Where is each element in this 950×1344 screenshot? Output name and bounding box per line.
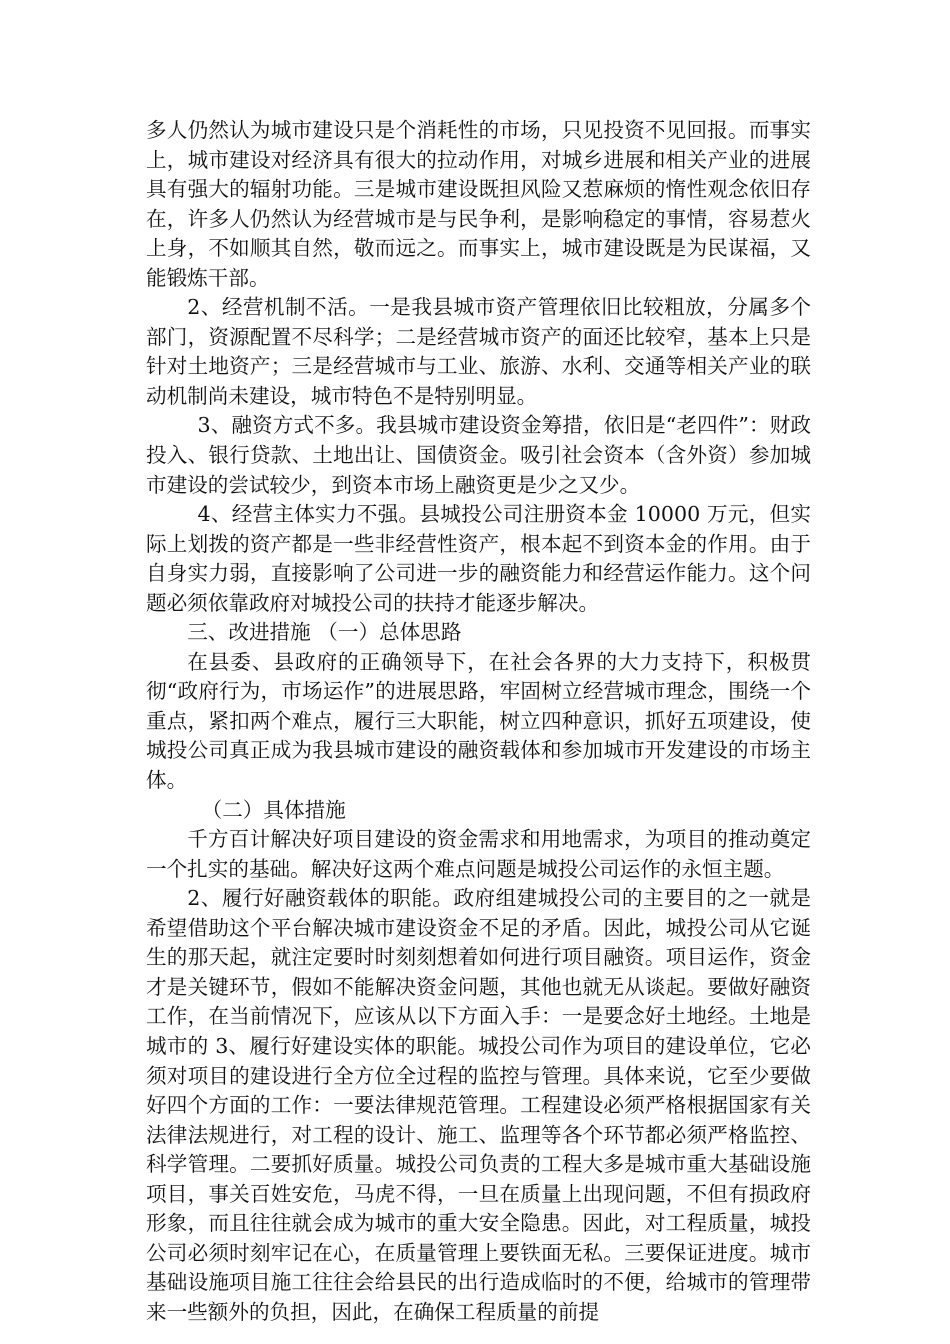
paragraph-operating-mechanism: 2、经营机制不活。一是我县城市资产管理依旧比较粗放，分属多个部门，资源配置不尽科学；二是经营城市资产的面还比较窄，基本上只是针对土地资产；三是经营城市与工业、旅游、水利、交通等相关产业的联动机制尚未建设，城市特色不是特别明显。 bbox=[146, 295, 811, 408]
section-heading-specific-measures: （二）具体措施 bbox=[201, 797, 346, 822]
paragraph-operating-entity: 4、经营主体实力不强。县城投公司注册资本金 10000 万元，但实际上划拨的资产都是一些非经营性资产，根本起不到资本金的作用。由于自身实力弱，直接影响了公司进一步的融资能力和经营运作能力。这个问题必须依靠政府对城投公司的扶持才能逐步解决。 bbox=[146, 502, 811, 615]
body-text bbox=[146, 116, 811, 1327]
paragraph-overall-approach: 在县委、县政府的正确领导下，在社会各界的大力支持下，积极贯彻“政府行为，市场运作”的进展思路，牢固树立经营城市理念，围绕一个重点，紧扣两个难点，履行三大职能，树立四种意识，抓好五项建设，使城投公司真正成为我县城市建设的融资载体和参加城市开发建设的市场主体。 bbox=[146, 649, 811, 793]
paragraph-financing-methods: 3、融资方式不多。我县城市建设资金筹措，依旧是“老四件”：财政投入、银行贷款、土地出让、国债资金。吸引社会资本（含外资）参加城市建设的尝试较少，到资本市场上融资更是少之又少。 bbox=[146, 413, 811, 497]
paragraph-continuation: 多人仍然认为城市建设只是个消耗性的市场，只见投资不见回报。而事实上，城市建设对经济具有很大的拉动作用，对城乡进展和相关产业的进展具有强大的辐射功能。三是城市建设既担风险又惹麻烦的惰性观念依旧存在，许多人仍然认为经营城市是与民争利，是影响稳定的事情，容易惹火上身，不如顺其自然，敬而远之。而事实上，城市建设既是为民谋福，又能锻炼干部。 bbox=[146, 118, 811, 290]
paragraph-funding-land: 千方百计解决好项目建设的资金需求和用地需求，为项目的推动奠定一个扎实的基础。解决好这两个难点问题是城投公司运作的永恒主题。 bbox=[146, 827, 811, 881]
paragraph-financing-role: 2、履行好融资载体的职能。政府组建城投公司的主要目的之一就是希望借助这个平台解决城市建设资金不足的矛盾。因此，城投公司从它诞生的那天起，就注定要时时刻刻想着如何进行项目融资。项目运作，资金才是关键环节，假如不能解决资金问题，其他也就无从谈起。要做好融资工作，在当前情况下，应该从以下方面入手：一是要念好土地经。土地是城市的 3、履行好建设实体的职能。城投公司作为项目的建设单位，它必须对项目的建设进行全方位全过程的监控与管理。具体来说，它至少要做好四个方面的工作：一要法律规范管理。工程建设必须严格根据国家有关法律法规进行，对工程的设计、施工、监理等各个环节都必须严格监控、科学管理。二要抓好质量。城投公司负责的工程大多是城市重大基础设施项目，事关百姓安危，马虎不得，一旦在质量上出现问题，不但有损政府形象，而且往往就会成为城市的重大安全隐患。因此，对工程质量，城投公司必须时刻牢记在心，在质量管理上要铁面无私。三要保证进度。城市基础设施项目施工往往会给县民的出行造成临时的不便，给城市的管理带来一些额外的负担，因此，在确保工程质量的前提 bbox=[146, 886, 811, 1324]
section-heading-improvements: 三、改进措施 （一）总体思路 bbox=[187, 620, 462, 645]
